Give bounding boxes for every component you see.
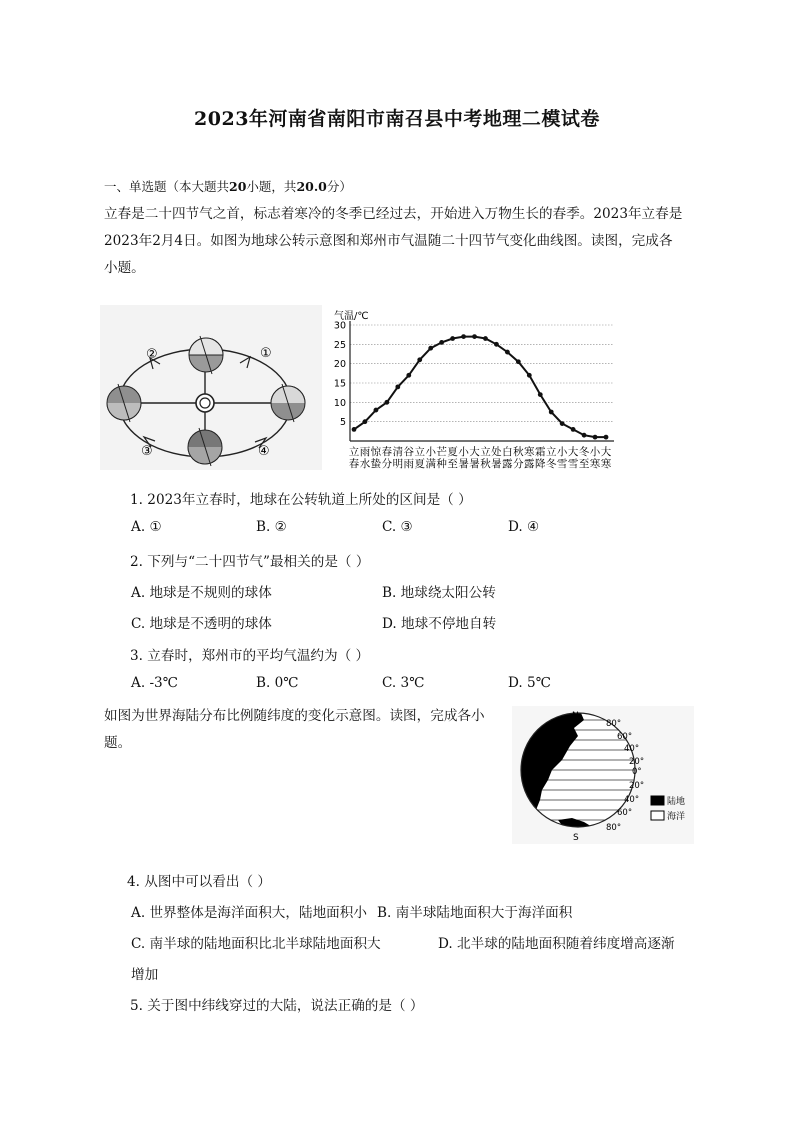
- south-label: S: [573, 833, 579, 843]
- chart-point-大雪: [571, 427, 576, 432]
- temperature-chart: [322, 305, 617, 473]
- chart-point-霜降: [538, 392, 543, 397]
- chart-ytick-label: 25: [333, 339, 346, 351]
- q4-option-b[interactable]: B. 南半球陆地面积大于海洋面积: [377, 905, 573, 921]
- chart-point-小满: [428, 346, 433, 351]
- section-score: 20.0: [296, 179, 327, 194]
- chart-point-大寒: [604, 435, 609, 440]
- legend-ocean-swatch: [651, 811, 664, 820]
- chart-ylabel: 气温/℃: [334, 311, 369, 322]
- section-mid: 小题，共: [246, 179, 297, 194]
- chart-xtick-label: 露: [524, 458, 535, 470]
- chart-xtick-label: 冬: [578, 446, 590, 458]
- chart-ytick-label: 10: [333, 397, 346, 409]
- chart-xticks: [349, 445, 612, 470]
- q1-option-b[interactable]: B. ②: [256, 519, 287, 535]
- chart-xtick-label: 立: [348, 446, 360, 458]
- chart-xtick-label: 种: [436, 458, 447, 470]
- chart-xtick-label: 立: [480, 446, 491, 458]
- chart-xtick-label: 秋: [480, 458, 491, 470]
- chart-xtick-label: 雪: [556, 458, 568, 470]
- chart-xtick-label: 水: [359, 458, 371, 470]
- chart-xtick-label: 大: [469, 446, 480, 458]
- q2-option-a[interactable]: A. 地球是不规则的球体: [131, 585, 272, 601]
- chart-xtick-label: 清: [392, 446, 404, 458]
- chart-xtick-label: 小: [589, 446, 601, 458]
- chart-xtick-label: 雪: [567, 458, 579, 470]
- section-count: 20: [229, 179, 247, 194]
- lat-label: 60°: [617, 808, 633, 818]
- chart-xtick-label: 芒: [436, 446, 447, 458]
- chart-point-惊蛰: [374, 408, 379, 413]
- chart-xtick-label: 惊: [370, 446, 382, 458]
- chart-xtick-label: 分: [381, 458, 393, 470]
- chart-xtick-label: 大: [600, 446, 612, 458]
- orbit-label-2: ②: [146, 347, 158, 362]
- chart-grid: [350, 325, 614, 422]
- intro-paragraph-1: [104, 201, 696, 282]
- q2-option-d[interactable]: D. 地球不停地自转: [382, 616, 497, 632]
- lat-label: 60°: [617, 732, 633, 742]
- chart-xtick-label: 春: [348, 458, 360, 470]
- lat-label: 40°: [624, 744, 640, 754]
- q1-option-c[interactable]: C. ③: [382, 519, 413, 535]
- chart-xtick-label: 明: [392, 458, 404, 470]
- q3-option-b[interactable]: B. 0℃: [256, 675, 299, 691]
- chart-point-立春: [352, 427, 357, 432]
- chart-xtick-label: 小: [425, 446, 436, 458]
- chart-xtick-label: 冬: [545, 458, 557, 470]
- chart-xtick-label: 夏: [414, 458, 425, 470]
- chart-xtick-label: 小: [458, 446, 469, 458]
- intro-line: 题。: [104, 735, 132, 751]
- q2-option-b[interactable]: B. 地球绕太阳公转: [382, 585, 496, 601]
- chart-xtick-label: 立: [414, 446, 425, 458]
- intro-line: 立春是二十四节气之首，标志着寒冷的冬季已经过去，开始进入万物生长的春季。2023年立春是: [104, 206, 683, 222]
- chart-point-夏至: [450, 336, 455, 341]
- chart-point-芒种: [439, 340, 444, 345]
- chart-xtick-label: 小: [556, 446, 568, 458]
- chart-xtick-label: 处: [491, 446, 502, 458]
- chart-xtick-label: 暑: [469, 458, 480, 470]
- legend-ocean-label: 海洋: [667, 812, 686, 822]
- chart-point-处暑: [494, 342, 499, 347]
- q4-option-c[interactable]: C. 南半球的陆地面积比北半球陆地面积大: [131, 936, 381, 952]
- chart-xtick-label: 雨: [359, 446, 371, 458]
- chart-point-立夏: [417, 357, 422, 362]
- intro-line: 如图为世界海陆分布比例随纬度的变化示意图。读图，完成各小: [104, 708, 485, 724]
- chart-point-白露: [505, 350, 510, 355]
- chart-point-小雪: [560, 421, 565, 426]
- chart-xtick-label: 露: [502, 458, 513, 470]
- chart-point-雨水: [363, 419, 368, 424]
- q3-option-c[interactable]: C. 3℃: [382, 675, 425, 691]
- question-3: 3. 立春时，郑州市的平均气温约为（ ）: [130, 648, 370, 664]
- q3-option-d[interactable]: D. 5℃: [508, 675, 551, 691]
- north-label: N: [572, 711, 579, 721]
- intro-paragraph-2: [104, 703, 504, 757]
- lat-label: 20°: [629, 757, 645, 767]
- chart-xtick-label: 至: [447, 458, 458, 470]
- section-heading: [104, 177, 352, 195]
- q1-option-d[interactable]: D. ④: [508, 519, 540, 535]
- chart-point-春分: [384, 400, 389, 405]
- chart-xtick-label: 大: [567, 446, 579, 458]
- lat-label: 80°: [606, 823, 622, 833]
- chart-point-谷雨: [406, 373, 411, 378]
- chart-xtick-label: 降: [535, 458, 546, 470]
- sun-core: [200, 398, 210, 408]
- q1-option-a[interactable]: A. ①: [131, 519, 162, 535]
- question-2: 2. 下列与“二十四节气”最相关的是（ ）: [130, 554, 370, 570]
- chart-points: [352, 334, 609, 439]
- lat-label: 20°: [629, 781, 645, 791]
- chart-point-立秋: [483, 336, 488, 341]
- chart-xtick-label: 雨: [403, 458, 415, 470]
- lat-label: 80°: [606, 719, 622, 729]
- chart-xtick-label: 霜: [535, 446, 546, 458]
- section-label: 一、单选题（本大题共: [104, 179, 230, 194]
- land-ocean-figure: [512, 706, 694, 844]
- orbit-figure: [100, 305, 322, 470]
- chart-ytick-label: 15: [333, 378, 346, 390]
- chart-xtick-label: 暑: [458, 458, 469, 470]
- chart-xtick-label: 寒: [600, 458, 612, 470]
- chart-xtick-label: 秋: [513, 446, 524, 458]
- chart-ytick-label: 5: [339, 417, 346, 429]
- chart-xtick-label: 寒: [524, 446, 535, 458]
- chart-series-line: [354, 337, 606, 438]
- chart-ytick-label: 30: [333, 320, 346, 332]
- legend-land-swatch: [651, 796, 664, 805]
- chart-yticks: [334, 321, 346, 429]
- lat-label: 0°: [632, 767, 642, 777]
- chart-point-小暑: [461, 334, 466, 339]
- legend-land-label: 陆地: [667, 797, 686, 807]
- chart-point-秋分: [516, 359, 521, 364]
- chart-point-立冬: [549, 410, 554, 415]
- chart-ytick-label: 20: [333, 359, 346, 371]
- chart-xtick-label: 分: [513, 458, 524, 470]
- question-5: 5. 关于图中纬线穿过的大陆，说法正确的是（ ）: [130, 998, 424, 1014]
- orbit-label-4: ④: [258, 444, 270, 459]
- chart-point-大暑: [472, 334, 477, 339]
- chart-xtick-label: 白: [502, 446, 513, 458]
- chart-xtick-label: 暑: [491, 458, 502, 470]
- chart-point-小寒: [593, 435, 598, 440]
- chart-xtick-label: 寒: [589, 458, 601, 470]
- chart-xtick-label: 谷: [403, 446, 415, 458]
- q3-option-a[interactable]: A. -3℃: [131, 675, 178, 691]
- q4-option-d-continued: 增加: [131, 967, 159, 983]
- q4-option-a[interactable]: A. 世界整体是海洋面积大，陆地面积小: [131, 905, 367, 921]
- q4-option-d[interactable]: D. 北半球的陆地面积随着纬度增高逐渐: [438, 936, 675, 952]
- section-end: 分）: [326, 179, 352, 194]
- question-4: 4. 从图中可以看出（ ）: [127, 874, 271, 890]
- chart-point-冬至: [582, 433, 587, 438]
- chart-xtick-label: 满: [425, 458, 436, 470]
- chart-xtick-label: 立: [545, 446, 557, 458]
- q2-option-c[interactable]: C. 地球是不透明的球体: [131, 616, 272, 632]
- chart-point-清明: [395, 384, 400, 389]
- intro-line: 小题。: [104, 260, 145, 276]
- orbit-label-1: ①: [260, 346, 272, 361]
- chart-point-寒露: [527, 373, 532, 378]
- lat-label: 40°: [624, 795, 640, 805]
- chart-xtick-label: 夏: [447, 446, 458, 458]
- chart-xtick-label: 蛰: [370, 458, 382, 470]
- question-1: 1. 2023年立春时，地球在公转轨道上所处的区间是（ ）: [130, 492, 472, 508]
- chart-xtick-label: 春: [381, 446, 393, 458]
- chart-xtick-label: 至: [578, 458, 590, 470]
- intro-line: 2023年2月4日。如图为地球公转示意图和郑州市气温随二十四节气变化曲线图。读图，完成各: [104, 233, 673, 249]
- page-title: 2023年河南省南阳市南召县中考地理二模试卷: [194, 108, 600, 130]
- orbit-label-3: ③: [141, 444, 153, 459]
